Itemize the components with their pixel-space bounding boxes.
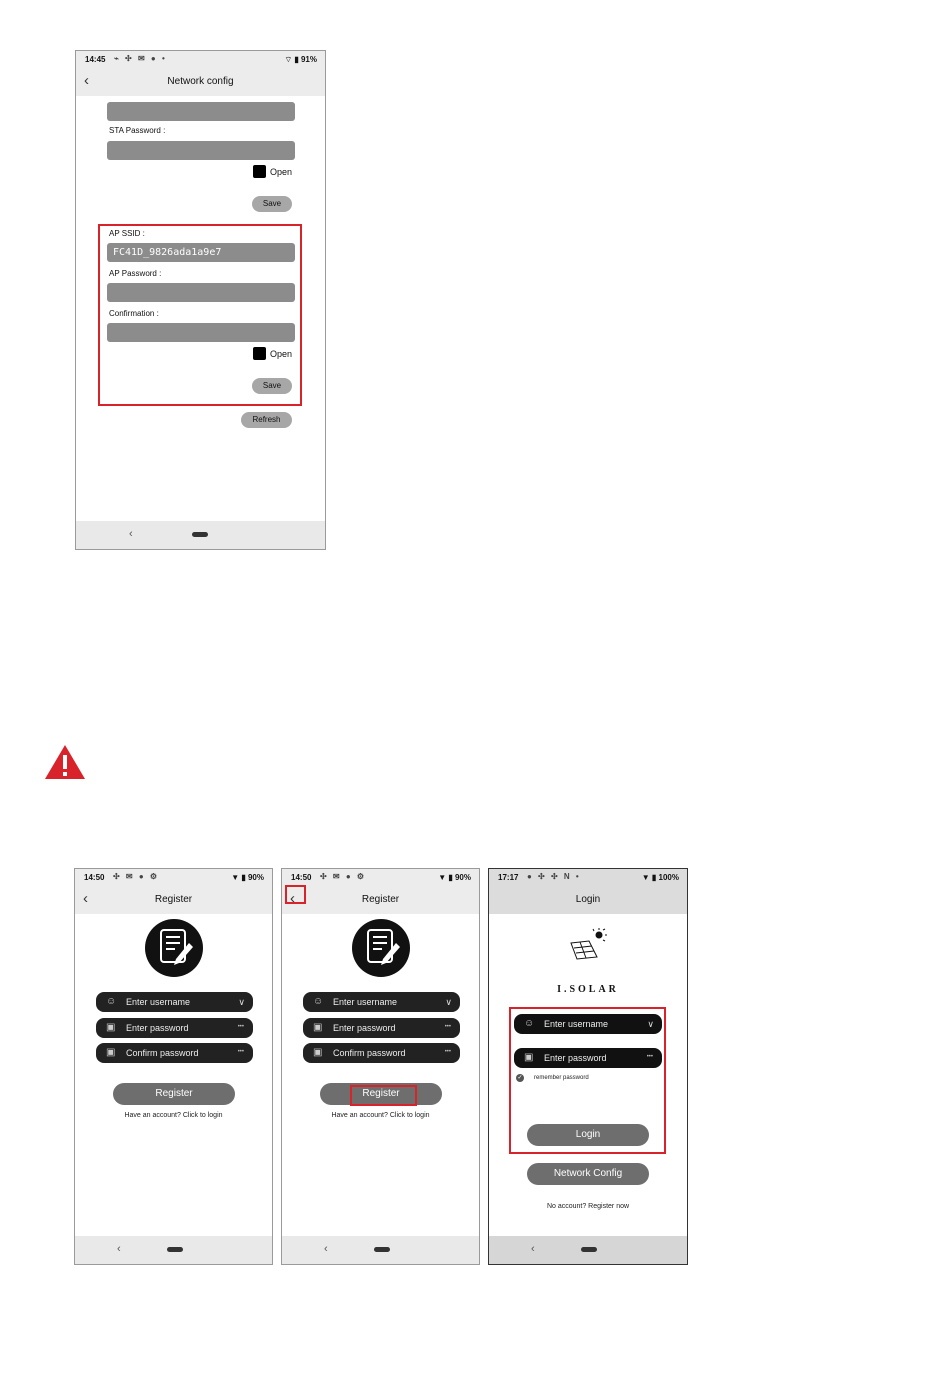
username-input[interactable] xyxy=(514,1014,662,1034)
status-time: 14:45 xyxy=(85,55,106,64)
nav-back-icon[interactable]: ‹ xyxy=(531,1243,535,1255)
user-icon: ☺ xyxy=(106,996,117,1007)
ap-ssid-label: AP SSID : xyxy=(109,229,145,238)
back-chevron-icon[interactable]: ‹ xyxy=(290,890,295,907)
status-bar xyxy=(489,869,687,886)
sta-password-input[interactable] xyxy=(107,141,295,160)
eye-icon[interactable]: ••• xyxy=(646,1054,653,1060)
lock-icon: ▣ xyxy=(106,1047,116,1058)
confirm-password-input[interactable] xyxy=(303,1043,460,1063)
eye-icon[interactable]: ••• xyxy=(237,1049,244,1055)
sta-ssid-input[interactable] xyxy=(107,102,295,121)
register-link[interactable]: No account? Register now xyxy=(546,1203,630,1210)
confirm-placeholder: Confirm password xyxy=(126,1048,199,1058)
register-document-icon xyxy=(145,919,203,977)
nav-back-icon[interactable]: ‹ xyxy=(117,1243,121,1255)
password-input[interactable] xyxy=(303,1018,460,1038)
back-chevron-icon[interactable]: ‹ xyxy=(84,72,89,89)
remember-password-label: remember password xyxy=(534,1075,589,1081)
page-title: Register xyxy=(361,894,400,905)
nav-home-icon[interactable] xyxy=(581,1247,597,1252)
nav-home-icon[interactable] xyxy=(167,1247,183,1252)
user-icon: ☺ xyxy=(524,1018,535,1029)
page-title: Login xyxy=(575,894,601,905)
brand-name: I.SOLAR xyxy=(557,984,619,995)
username-placeholder: Enter username xyxy=(333,997,398,1007)
page-title: Network config xyxy=(167,76,234,87)
title-bar xyxy=(75,886,272,914)
confirm-placeholder: Confirm password xyxy=(333,1048,406,1058)
status-battery: ▼ ▮ 90% xyxy=(231,873,264,882)
register-button[interactable]: Register xyxy=(113,1083,235,1105)
sta-save-button[interactable]: Save xyxy=(252,196,292,212)
username-input[interactable] xyxy=(96,992,253,1012)
ap-save-button[interactable]: Save xyxy=(252,378,292,394)
network-config-button[interactable]: Network Config xyxy=(527,1163,649,1185)
warning-icon xyxy=(44,744,86,780)
password-placeholder: Enter password xyxy=(126,1023,189,1033)
title-bar xyxy=(489,886,687,914)
status-time: 14:50 xyxy=(84,873,105,882)
system-nav-bar xyxy=(75,1236,272,1264)
user-icon: ☺ xyxy=(313,996,324,1007)
register-button-highlight xyxy=(350,1085,417,1106)
remember-checkbox[interactable]: ✓ xyxy=(517,1075,523,1081)
status-battery: ⌔ ▮ 91% xyxy=(284,55,317,64)
status-time: 14:50 xyxy=(291,873,312,882)
solar-panel-logo-icon xyxy=(567,927,609,961)
username-input[interactable] xyxy=(303,992,460,1012)
eye-icon[interactable]: ••• xyxy=(444,1024,451,1030)
system-nav-bar xyxy=(282,1236,479,1264)
status-bar xyxy=(76,51,325,68)
status-icons: ⌁ ✣ ✉ ● • xyxy=(114,54,167,63)
status-bar xyxy=(75,869,272,886)
confirm-password-input[interactable] xyxy=(96,1043,253,1063)
status-bar xyxy=(282,869,479,886)
lock-icon: ▣ xyxy=(106,1022,116,1033)
nav-back-icon[interactable]: ‹ xyxy=(129,528,133,540)
eye-icon[interactable]: ••• xyxy=(237,1024,244,1030)
status-time: 17:17 xyxy=(498,873,519,882)
status-icons: ● ✣ ✣ N • xyxy=(527,872,581,881)
title-bar xyxy=(76,68,325,96)
nav-back-icon[interactable]: ‹ xyxy=(324,1243,328,1255)
system-nav-bar xyxy=(489,1236,687,1264)
username-placeholder: Enter username xyxy=(544,1019,609,1029)
login-button[interactable]: Login xyxy=(527,1124,649,1146)
back-button-highlight xyxy=(285,885,306,904)
sta-open-label: Open xyxy=(270,167,293,177)
status-icons: ✣ ✉ ● ⚙ xyxy=(320,872,367,881)
chevron-down-icon[interactable]: ∨ xyxy=(238,997,245,1007)
login-link[interactable]: Have an account? Click to login xyxy=(331,1112,430,1119)
login-link[interactable]: Have an account? Click to login xyxy=(124,1112,223,1119)
register-screen-2 xyxy=(281,868,480,1265)
status-battery: ▼ ▮ 100% xyxy=(641,873,679,882)
lock-icon: ▣ xyxy=(313,1022,323,1033)
title-bar xyxy=(282,886,479,914)
password-input[interactable] xyxy=(514,1048,662,1068)
confirmation-input[interactable] xyxy=(107,323,295,342)
register-button[interactable]: Register xyxy=(320,1083,442,1105)
username-placeholder: Enter username xyxy=(126,997,191,1007)
ap-ssid-input[interactable]: FC41D_9826ada1a9e7 xyxy=(107,243,295,262)
password-input[interactable] xyxy=(96,1018,253,1038)
ap-password-input[interactable] xyxy=(107,283,295,302)
sta-password-label: STA Password : xyxy=(109,126,166,135)
chevron-down-icon[interactable]: ∨ xyxy=(445,997,452,1007)
ap-open-label: Open xyxy=(270,349,293,359)
ap-password-label: AP Password : xyxy=(109,269,162,278)
password-placeholder: Enter password xyxy=(544,1053,607,1063)
register-document-icon xyxy=(352,919,410,977)
refresh-button[interactable]: Refresh xyxy=(241,412,292,428)
nav-home-icon[interactable] xyxy=(374,1247,390,1252)
network-config-screen xyxy=(75,50,326,550)
status-battery: ▼ ▮ 90% xyxy=(438,873,471,882)
lock-icon: ▣ xyxy=(524,1052,534,1063)
lock-icon: ▣ xyxy=(313,1047,323,1058)
password-placeholder: Enter password xyxy=(333,1023,396,1033)
login-screen xyxy=(488,868,688,1265)
eye-icon[interactable]: ••• xyxy=(444,1049,451,1055)
system-nav-bar xyxy=(76,521,325,549)
sta-open-checkbox[interactable] xyxy=(253,165,266,178)
page-title: Register xyxy=(154,894,193,905)
chevron-down-icon[interactable]: ∨ xyxy=(647,1019,654,1029)
ap-open-checkbox[interactable] xyxy=(253,347,266,360)
status-icons: ✣ ✉ ● ⚙ xyxy=(113,872,160,881)
confirmation-label: Confirmation : xyxy=(109,309,159,318)
back-chevron-icon[interactable]: ‹ xyxy=(83,890,88,907)
register-screen-1 xyxy=(74,868,273,1265)
nav-home-icon[interactable] xyxy=(192,532,208,537)
